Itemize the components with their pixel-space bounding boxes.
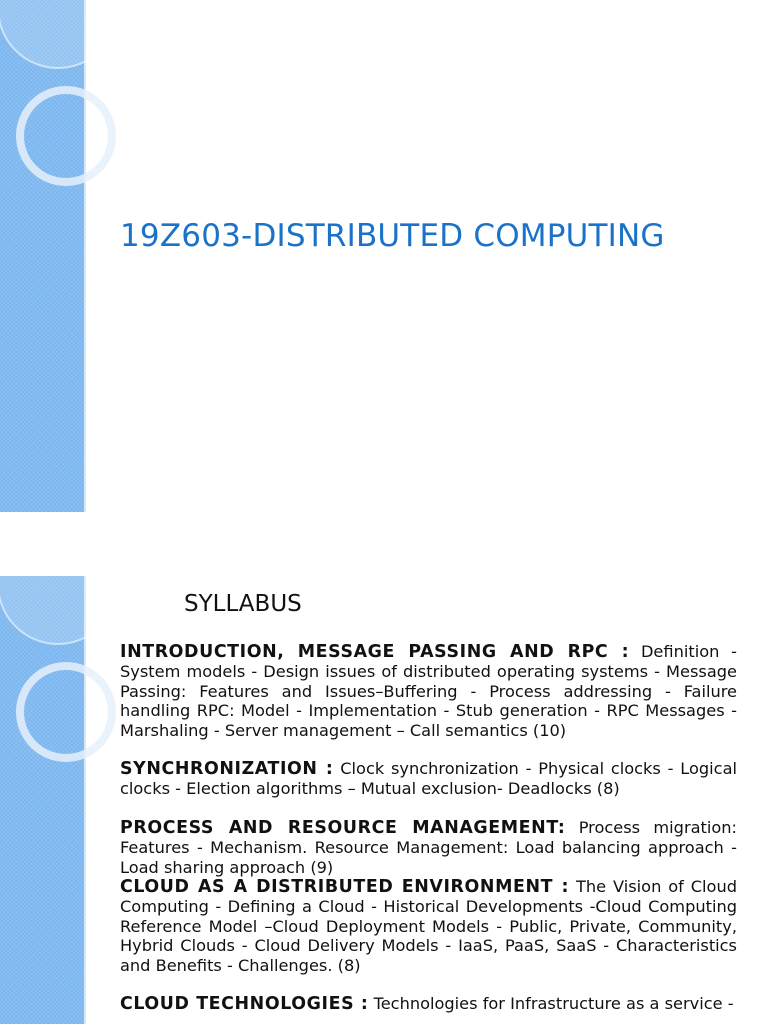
syllabus-section — [120, 994, 737, 1014]
syllabus-section — [120, 759, 737, 799]
section-name: SYNCHRONIZATION : — [120, 759, 334, 780]
section-content: Clock synchronization - Physical clocks - Logical clocks - Election algorithms – Mutual exclusion- Deadlocks (8) — [120, 759, 738, 799]
section-content: The Vision of Cloud Computing - Defining a Cloud - Historical Developments -Cloud Computing Reference Model –Cloud Deployment Models - Public, Private, Community, Hybrid Clouds - Cloud Delivery Models - IaaS, PaaS, SaaS - Characteristics and Benefits - Challenges. (8) — [120, 877, 737, 975]
decorative-circles-icon — [0, 0, 120, 200]
section-content: Definition - System models - Design issues of distributed operating systems - Message Passing: Features and Issues–Buffering - Process addressing - Failure handling RPC: Model - Implementation - Stub generation - RPC Messages - Marshaling - Server management – Call semantics (10) — [120, 642, 737, 740]
section-content: Technologies for Infrastructure as a service - — [373, 994, 734, 1014]
syllabus-section — [120, 642, 737, 740]
syllabus-body — [120, 642, 737, 1015]
presentation-title: 19Z603-DISTRIBUTED COMPUTING — [120, 218, 665, 254]
slide-gap — [0, 512, 768, 576]
decorative-circles-icon — [0, 576, 120, 776]
section-name: CLOUD AS A DISTRIBUTED ENVIRONMENT : — [120, 877, 570, 898]
section-name: PROCESS AND RESOURCE MANAGEMENT: — [120, 817, 566, 838]
syllabus-heading: SYLLABUS — [184, 591, 302, 617]
syllabus-section — [120, 818, 737, 877]
section-name: INTRODUCTION, MESSAGE PASSING AND RPC : — [120, 642, 630, 662]
syllabus-slide — [0, 576, 768, 1024]
syllabus-section — [120, 877, 737, 975]
section-content: Process migration: Features - Mechanism. Resource Management: Load balancing approach - Load sharing approach (9) — [120, 817, 737, 877]
section-name: CLOUD TECHNOLOGIES : — [120, 994, 369, 1015]
